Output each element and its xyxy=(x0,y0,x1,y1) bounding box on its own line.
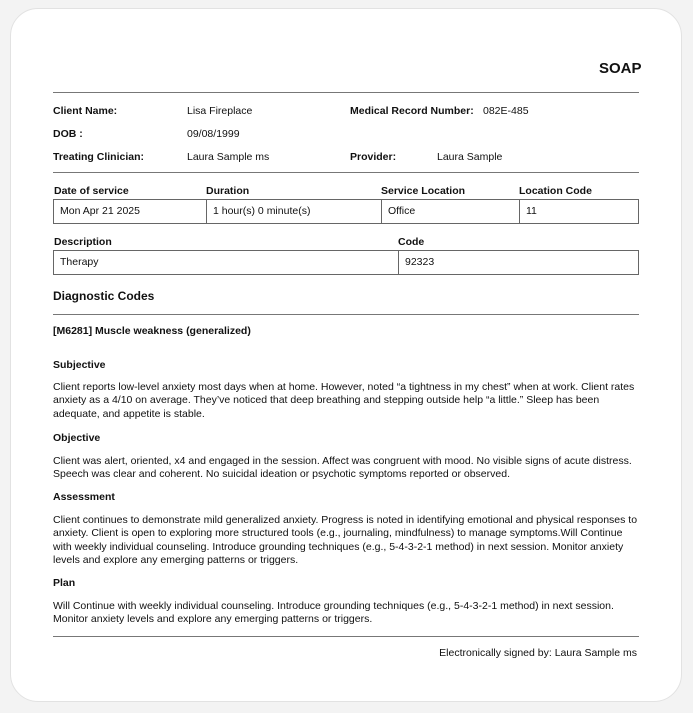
subjective-heading: Subjective xyxy=(53,359,106,371)
provider-label: Provider: xyxy=(350,151,397,163)
header-divider xyxy=(53,92,639,93)
code-header: Code xyxy=(398,236,425,248)
client-name-label: Client Name: xyxy=(53,105,118,117)
description-cell: Therapy xyxy=(60,256,99,268)
client-info-divider xyxy=(53,172,639,173)
assessment-text: Client continues to demonstrate mild generalized anxiety. Progress is noted in identifying emotional and physical responses to anxiety. Client is open to exploring more structured tools (e.g., journaling, mindfulness) to manage symptoms.Will Continue with weekly individual counseling. Introduce grounding techniques (e.g., 5-4-3-2-1 method) in next session. Monitor anxiety levels and explore any emerging patterns or triggers. xyxy=(53,514,638,567)
location-code-header: Location Code xyxy=(519,185,592,197)
service-table-row xyxy=(53,199,639,224)
service-duration-cell: 1 hour(s) 0 minute(s) xyxy=(206,200,381,223)
client-name-value: Lisa Fireplace xyxy=(187,105,253,117)
service-date-header: Date of service xyxy=(54,185,129,197)
soap-note-card xyxy=(10,8,682,702)
service-location-cell: Office xyxy=(381,200,519,223)
objective-text: Client was alert, oriented, x4 and engaged in the session. Affect was congruent with mood. No visible signs of acute distress. Speech was clear and coherent. No suicidal ideation or psychotic symptoms reported or observed. xyxy=(53,455,632,481)
objective-heading: Objective xyxy=(53,432,101,444)
service-date-cell: Mon Apr 21 2025 xyxy=(60,205,140,217)
dob-value: 09/08/1999 xyxy=(187,128,240,140)
mrn-label: Medical Record Number: xyxy=(350,105,474,117)
dob-label: DOB : xyxy=(53,128,83,140)
provider-value: Laura Sample xyxy=(437,151,503,163)
electronic-signature: Electronically signed by: Laura Sample ms xyxy=(439,647,637,659)
diagnostic-code-entry: [M6281] Muscle weakness (generalized) xyxy=(53,325,251,337)
assessment-heading: Assessment xyxy=(53,491,115,503)
clinician-value: Laura Sample ms xyxy=(187,151,270,163)
clinician-label: Treating Clinician: xyxy=(53,151,145,163)
signature-divider xyxy=(53,636,639,637)
diagnostic-divider xyxy=(53,314,639,315)
subjective-text: Client reports low-level anxiety most days when at home. However, noted “a tightness in my chest” when at work. Client rates anxiety as a 4/10 on average. They’ve noticed that deep breathing and stepping outside help “a little.” Sleep has been adequate, and appetite is stable. xyxy=(53,381,635,420)
description-table-row xyxy=(53,250,639,275)
plan-text: Will Continue with weekly individual counseling. Introduce grounding techniques (e.g., 5-4-3-2-1 method) in next session. Monitor anxiety levels and explore any emerging patterns or triggers. xyxy=(53,600,614,626)
service-location-header: Service Location xyxy=(381,185,466,197)
description-header: Description xyxy=(54,236,112,248)
plan-heading: Plan xyxy=(53,577,76,589)
code-cell: 92323 xyxy=(398,251,638,274)
location-code-cell: 11 xyxy=(519,200,638,223)
service-duration-header: Duration xyxy=(206,185,250,197)
mrn-value: 082E-485 xyxy=(483,105,529,117)
document-title: SOAP xyxy=(599,60,642,77)
diagnostic-codes-heading: Diagnostic Codes xyxy=(53,289,155,303)
